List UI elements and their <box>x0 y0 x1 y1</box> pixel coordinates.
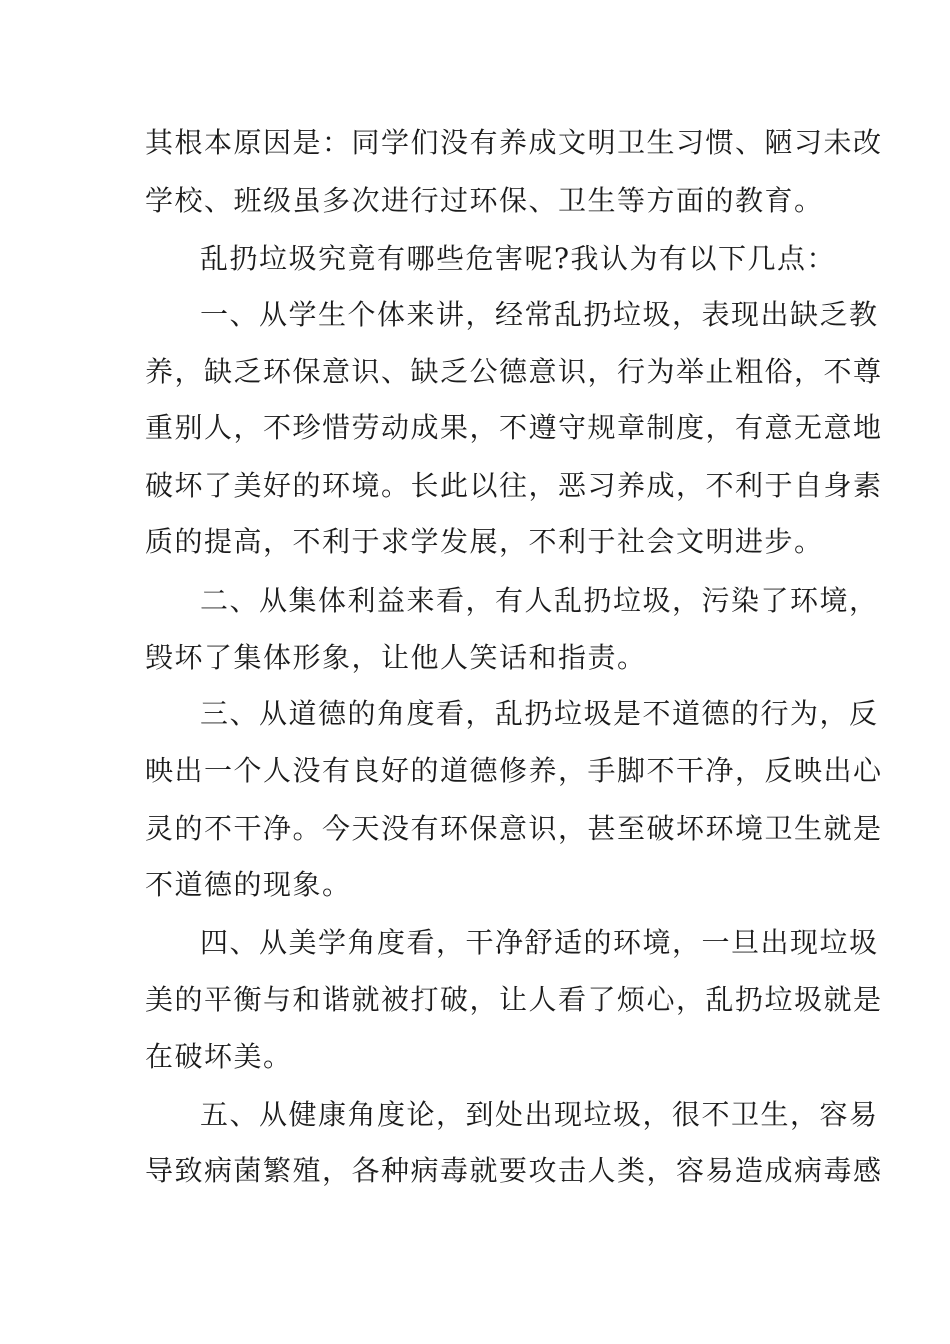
paragraph-line: 重别人，不珍惜劳动成果，不遵守规章制度，有意无意地 <box>145 411 883 444</box>
paragraph-line: 灵的不干净。今天没有环保意识，甚至破坏环境卫生就是 <box>145 812 883 845</box>
paragraph-line: 不道德的现象。 <box>145 868 352 901</box>
paragraph-line: 映出一个人没有良好的道德修养，手脚不干净，反映出心 <box>145 754 883 787</box>
paragraph-line: 质的提高，不利于求学发展，不利于社会文明进步。 <box>145 525 824 558</box>
paragraph-line: 五、从健康角度论，到处出现垃圾，很不卫生，容易 <box>200 1098 879 1131</box>
paragraph-line: 养，缺乏环保意识、缺乏公德意识，行为举止粗俗，不尊 <box>145 355 883 388</box>
paragraph-line: 四、从美学角度看，干净舒适的环境，一旦出现垃圾 <box>200 926 879 959</box>
paragraph-line: 其根本原因是：同学们没有养成文明卫生习惯、陋习未改 <box>145 126 883 159</box>
paragraph-line: 二、从集体利益来看，有人乱扔垃圾，污染了环境， <box>200 584 879 617</box>
paragraph-line: 导致病菌繁殖，各种病毒就要攻击人类，容易造成病毒感 <box>145 1154 883 1187</box>
paragraph-line: 美的平衡与和谐就被打破，让人看了烦心，乱扔垃圾就是 <box>145 983 883 1016</box>
paragraph-line: 在破坏美。 <box>145 1040 293 1073</box>
paragraph-line: 一、从学生个体来讲，经常乱扔垃圾，表现出缺乏教 <box>200 298 879 331</box>
paragraph-line: 乱扔垃圾究竟有哪些危害呢?我认为有以下几点： <box>200 242 837 275</box>
paragraph-line: 破坏了美好的环境。长此以往，恶习养成，不利于自身素 <box>145 469 883 502</box>
paragraph-line: 学校、班级虽多次进行过环保、卫生等方面的教育。 <box>145 184 824 217</box>
paragraph-line: 三、从道德的角度看，乱扔垃圾是不道德的行为，反 <box>200 697 879 730</box>
paragraph-line: 毁坏了集体形象，让他人笑话和指责。 <box>145 641 647 674</box>
